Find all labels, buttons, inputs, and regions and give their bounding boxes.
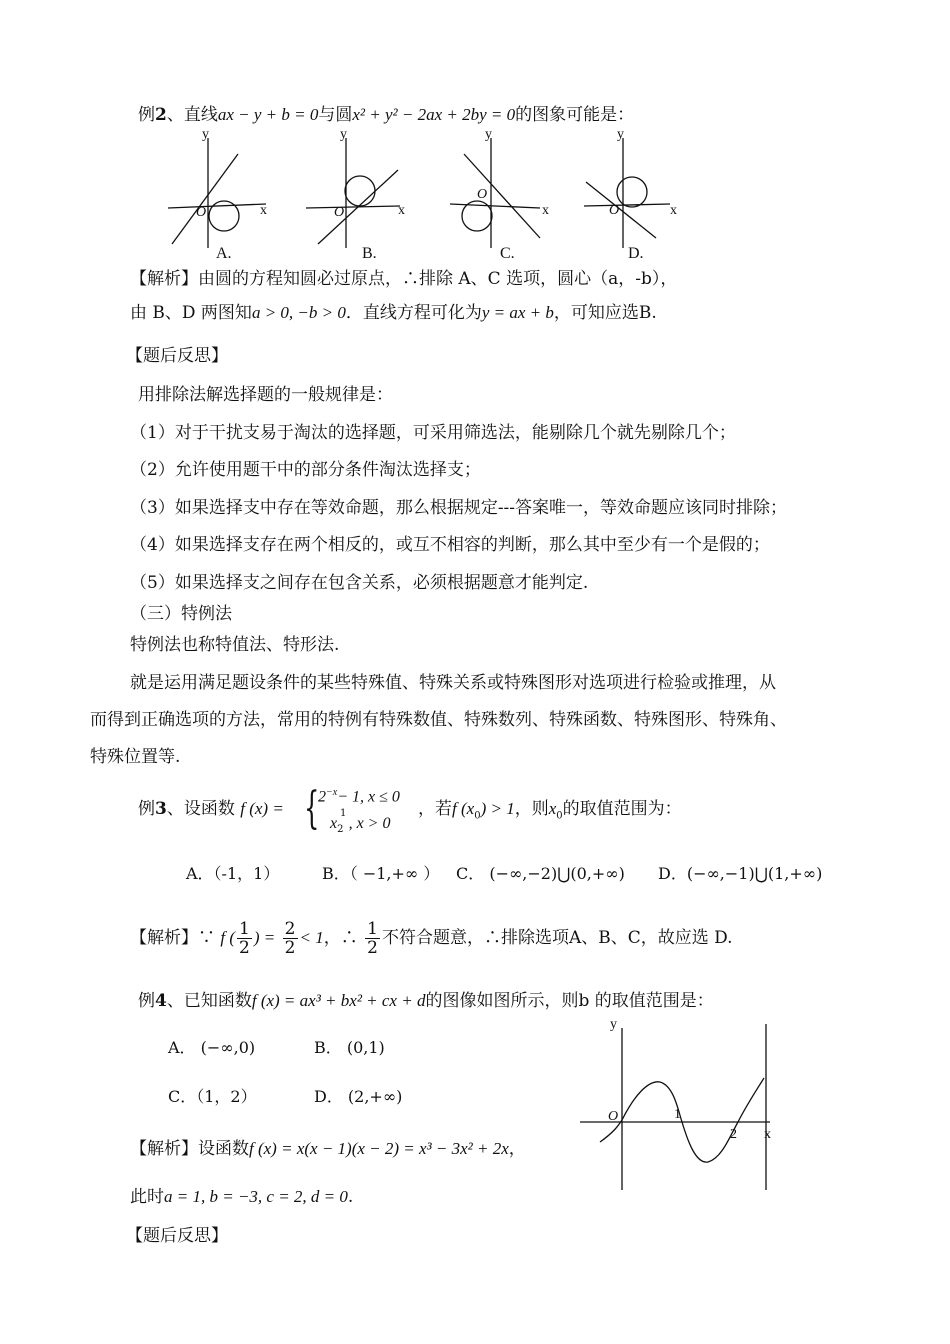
graph-y-label: y [610, 1017, 617, 1032]
ex3-case-1: $2^{-x}- 1$, x ≤ 0 [318, 787, 400, 806]
fig-a-origin: O [196, 205, 207, 220]
reflect1-item-4: （4）如果选择支存在两个相反的，或互不相容的判断，那么其中至少有一个是假的； [130, 535, 770, 555]
fig-b-origin: O [334, 205, 345, 220]
sol3: 【解析】∵ f ( $\frac{1}{2}$ ) = $\frac{2}{2}$ < 1，∴ $\frac{1}{2}$ 不符合题意，∴排除选项A、B、C，故应选 D. [130, 919, 733, 958]
graph-x-label: x [764, 1127, 771, 1142]
frac-half-1: $\frac{1}{2}$ [239, 919, 250, 958]
frac-two-two: $\frac{2}{2}$ [284, 919, 296, 958]
fig-a-x-label: x [260, 203, 267, 218]
sol2-line2: 由 B、D 两图知a > 0, −b > 0．直线方程可化为y = ax + b，可知应选B. [130, 303, 657, 323]
ex3-lead: 例3、设函数 f (x) = [138, 799, 284, 819]
ex4-choice-a: A． (−∞,0) [168, 1038, 256, 1057]
ex4-choice-b: B． (0,1) [314, 1038, 385, 1057]
ex3-choice-a: A．（-1，1） [186, 864, 280, 883]
fig-a-y-label: y [202, 127, 209, 142]
ex4-choice-c: C．（1，2） [168, 1087, 257, 1106]
graph-origin: O [608, 1109, 619, 1124]
ex4-question: 例4、已知函数f (x) = ax³ + bx² + cx + d的图像如图所示，则b 的取值范围是： [138, 991, 714, 1011]
reflect1-title: 【题后反思】 [126, 346, 228, 366]
ex3-condition: ，若f $(x_0) > 1$，则$x_0$的取值范围为： [418, 799, 682, 822]
sec3-para-line3: 特殊位置等. [90, 747, 181, 767]
fig-b-y-label: y [340, 127, 347, 142]
fig-d-label: D. [628, 245, 644, 262]
fig-b-x-label: x [398, 203, 405, 218]
fig-d-x-label: x [670, 203, 677, 218]
fig-c-label: C. [500, 245, 515, 262]
reflect2-title: 【题后反思】 [126, 1226, 228, 1246]
reflect1-intro: 用排除法解选择题的一般规律是： [138, 385, 393, 405]
ex2-question: 例2、直线ax − y + b = 0与圆x² + y² − 2ax + 2by = 0的图象可能是： [138, 105, 635, 125]
reflect1-item-5: （5）如果选择支之间存在包含关系，必须根据题意才能判定. [130, 573, 589, 593]
sec3-definition: 特例法也称特值法、特形法. [130, 635, 340, 655]
ex3-choice-c: C． (−∞,−2)⋃(0,+∞) [456, 864, 625, 883]
sec3-para-line1: 就是运用满足题设条件的某些特殊值、特殊关系或特殊图形对选项进行检验或推理，从 [130, 673, 776, 693]
reflect1-item-2: （2）允许使用题干中的部分条件淘汰选择支； [130, 460, 481, 480]
fig-d-origin: O [609, 203, 620, 218]
fig-c-origin: O [477, 187, 488, 202]
ex4-cubic-graph [570, 1014, 800, 1204]
fig-d-y-label: y [617, 127, 624, 142]
fig-b-label: B. [362, 245, 377, 262]
fig-c-y-label: y [485, 127, 492, 142]
reflect1-item-3: （3）如果选择支中存在等效命题，那么根据规定---答案唯一，等效命题应该同时排除； [130, 498, 788, 518]
fig-c-x-label: x [542, 203, 549, 218]
ex3-choice-b: B．（ −1,+∞ ） [322, 864, 440, 883]
ex3-choice-d: D．(−∞,−1)⋃(1,+∞) [658, 864, 823, 883]
sec3-title: （三）特例法 [130, 604, 232, 624]
reflect1-item-1: （1）对于干扰支易于淘汰的选择题，可采用筛选法，能剔除几个就先剔除几个； [130, 423, 736, 443]
sol4-line1: 【解析】设函数f (x) = x(x − 1)(x − 2) = x³ − 3x² + 2x， [130, 1139, 526, 1159]
ex4-choice-d: D． (2,+∞) [314, 1087, 403, 1106]
sol2-line1: 【解析】由圆的方程知圆必过原点，∴排除 A、C 选项，圆心（a，-b）， [130, 269, 678, 289]
sol4-line2: 此时a = 1, b = −3, c = 2, d = 0. [130, 1187, 354, 1207]
frac-half-2: $\frac{1}{2}$ [367, 919, 378, 958]
graph-tick-1: 1 [674, 1107, 681, 1122]
ex3-brace: { [304, 783, 320, 834]
ex3-case-2: 1 $x_2$ , x > 0 [330, 808, 391, 836]
fig-a-label: A. [216, 245, 232, 262]
ex2-figures [0, 126, 950, 286]
graph-tick-2: 2 [730, 1127, 737, 1142]
sec3-para-line2: 而得到正确选项的方法，常用的特例有特殊数值、特殊数列、特殊函数、特殊图形、特殊角、 [90, 710, 787, 730]
